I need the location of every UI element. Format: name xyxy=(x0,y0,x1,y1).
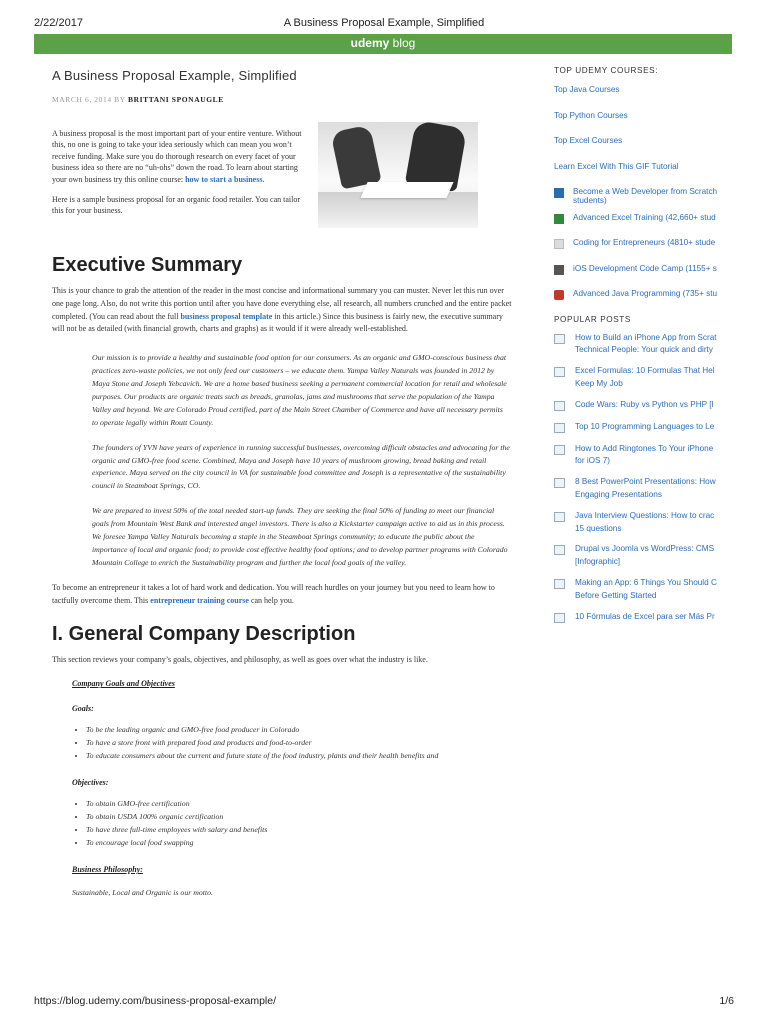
course-thumb-icon xyxy=(554,239,564,249)
excel-icon xyxy=(554,214,564,224)
list-item: • To have three full-time employees with salary and benefits xyxy=(86,823,512,836)
print-header xyxy=(0,14,768,30)
course-thumb-icon xyxy=(554,188,564,198)
course-thumb-icon xyxy=(554,265,564,275)
popular-post-link[interactable]: Java Interview Questions: How to crac 15 questions xyxy=(554,510,734,536)
popular-post-link[interactable]: Excel Formulas: 10 Formulas That Hel Keep My Job xyxy=(554,365,734,391)
post-thumb-icon xyxy=(554,613,565,623)
quote-paragraph: The founders of YVN have years of experience in running successful businesses, overcoming difficult obstacles and advocating for the organic and GMO-free food scene. Combined, Maya and Joseph have 10 years of mushroom growing, bread baking and retail experience. Maya served on the city council in VA for sustainable food committee and Joseph is a representative of the sustainability council in Steamboat Springs, CO. xyxy=(92,442,510,491)
post-title: A Business Proposal Example, Simplified xyxy=(52,68,297,83)
objectives-label: Objectives: xyxy=(72,778,109,788)
list-item: • To obtain USDA 100% organic certification xyxy=(86,810,512,823)
sidebar xyxy=(554,66,734,633)
list-item: • To educate consumers about the current and future state of the food industry, plants and their health benefits and xyxy=(86,749,512,762)
print-url: https://blog.udemy.com/business-proposal-example/ xyxy=(34,995,277,1007)
post-thumb-icon xyxy=(554,334,565,344)
post-thumb-icon xyxy=(554,423,565,433)
udemy-blog-logo[interactable]: udemy blog xyxy=(350,36,416,50)
post-thumb-icon xyxy=(554,545,565,555)
goals-list xyxy=(72,723,512,762)
popular-post-link[interactable]: 10 Fórmulas de Excel para ser Más Pr xyxy=(554,611,734,625)
popular-post-link[interactable]: How to Build an iPhone App from Scrat Technical People: Your quick and dirty xyxy=(554,332,734,358)
entrepreneur-course-link[interactable]: entrepreneur training course xyxy=(150,595,249,605)
udemy-blog-bar[interactable] xyxy=(34,34,732,54)
article xyxy=(52,62,512,897)
post-thumb-icon xyxy=(554,367,565,377)
sidebar-course-link[interactable]: Advanced Excel Training (42,660+ stud xyxy=(554,213,734,239)
motto-text: Sustainable, Local and Organic is our motto. xyxy=(72,888,213,898)
sidebar-course-link[interactable]: Advanced Java Programming (735+ stu xyxy=(554,289,734,315)
popular-post-link[interactable]: Making an App: 6 Things You Should C Before Getting Started xyxy=(554,577,734,603)
post-date: MARCH 6, 2014 BY xyxy=(52,95,128,104)
post-author-link[interactable]: BRITTANI SPONAUGLE xyxy=(127,95,224,104)
intro-paragraph-2: Here is a sample business proposal for an organic food retailer. You can tailor this for your business. xyxy=(52,195,301,216)
print-title: A Business Proposal Example, Simplified xyxy=(283,17,485,29)
quote-paragraph: Our mission is to provide a healthy and sustainable food option for our consumers. As an organic and GMO-conscious business that practices zero-waste policies, we not only feed our customers – we educate them. Yampa Valley Naturals was founded in 2012 by Maya Stone and Joseph Yebcavich. We are a home based business seeking a permanent commercial location for retail and wholesale purposes. Our products are organic treats such as breads, granolas, jams and mushrooms that serve the population of the Yampa Valley and beyond. We are Colorado Proud certified, part of the Main Street Chamber of Commerce and have all necessary permits to operate legally within Routt County. xyxy=(92,353,507,427)
popular-posts-heading: POPULAR POSTS xyxy=(554,314,631,324)
popular-post-link[interactable]: Top 10 Programming Languages to Le xyxy=(554,421,734,435)
post-thumb-icon xyxy=(554,478,565,488)
post-thumb-icon xyxy=(554,401,565,411)
top-courses-heading: TOP UDEMY COURSES: xyxy=(554,66,659,75)
print-page-number: 1/6 xyxy=(719,995,734,1007)
list-item: • To be the leading organic and GMO-free food producer in Colorado xyxy=(86,723,512,736)
popular-post-link[interactable]: Drupal vs Joomla vs WordPress: CMS [Infographic] xyxy=(554,543,734,569)
sidebar-course-link[interactable]: Coding for Entrepreneurs (4810+ stude xyxy=(554,238,734,264)
objectives-list xyxy=(72,797,512,849)
general-company-heading: I. General Company Description xyxy=(52,623,356,646)
executive-summary-text: This is your chance to grab the attention of the reader in the most concise and informational summary you can muster. Never let this run over one page long. Also, do not write this portion until after you have done everything else, all research, all numbers crunched and the entire packet completed. (You can read about the full business proposal template in this article.) Since this business is fairly new, the executive summary will not be as detailed (with financial growth, charts and graphs) as it would if it were already well-established. xyxy=(52,286,512,334)
print-date: 2/22/2017 xyxy=(34,17,83,29)
java-icon xyxy=(554,290,564,300)
sidebar-course-link[interactable]: Learn Excel With This GIF Tutorial xyxy=(554,161,679,171)
sidebar-course-link[interactable]: Top Java Courses xyxy=(554,85,620,94)
post-thumb-icon xyxy=(554,445,565,455)
start-business-link[interactable]: how to start a business. xyxy=(185,174,265,184)
intro-paragraph: A business proposal is the most important part of your entire venture. Without this, no one is going to take your idea seriously which can mean you won’t receive funding. Make sure you do thorough research on every facet of your business idea so there are no “uh-ohs” down the road. To learn about starting your own business try this online course: how to start a business. xyxy=(52,129,302,184)
popular-post-link[interactable]: 8 Best PowerPoint Presentations: How Engaging Presentations xyxy=(554,476,734,502)
entrepreneur-paragraph: To become an entrepreneur it takes a lot of hard work and dedication. You will reach hurdles on your journey but you need to learn how to tactfully overcome them. This entrepreneur training course can help you. xyxy=(52,582,495,605)
sidebar-course-link[interactable]: iOS Development Code Camp (1155+ s xyxy=(554,264,734,290)
popular-post-list xyxy=(554,332,734,625)
general-company-intro: This section reviews your company’s goals, objectives, and philosophy, as well as goes over what the industry is like. xyxy=(52,655,428,665)
list-item: • To obtain GMO-free certification xyxy=(86,797,512,810)
sample-summary-quote xyxy=(92,352,510,570)
list-item: • To have a store front with prepared food and products and food-to-order xyxy=(86,736,512,749)
popular-post-link[interactable]: How to Add Ringtones To Your iPhone for iOS 7) xyxy=(554,443,734,469)
post-thumb-icon xyxy=(554,512,565,522)
intro-section xyxy=(52,128,512,238)
goals-label: Goals: xyxy=(72,704,94,714)
sidebar-course-link[interactable]: Top Excel Courses xyxy=(554,136,623,145)
business-philosophy-heading: Business Philosophy: xyxy=(72,865,143,875)
sidebar-course-link[interactable]: Top Python Courses xyxy=(554,110,628,120)
post-thumb-icon xyxy=(554,579,565,589)
business-photo xyxy=(318,122,478,228)
popular-post-link[interactable]: Code Wars: Ruby vs Python vs PHP [I xyxy=(554,399,734,413)
post-meta xyxy=(52,95,512,104)
sidebar-course-link[interactable]: Become a Web Developer from Scratch students) xyxy=(554,187,734,213)
quote-paragraph: We are prepared to invest 50% of the total needed start-up funds. They are seeking the final 50% of funding to meet our financial goals from Mountain West Bank and interested angel investors. There is also a Kickstarter campaign active to aid us in this process. We foresee Yampa Valley Naturals becoming a staple in the Steamboat Springs community; to educate the public about the importance of local and organic food; to provide cost effective healthy food options; and to develop partner programs with Colorado Mountain College to enrich the Sustainability program and further the local food goals of the valley. xyxy=(92,506,508,567)
proposal-template-link[interactable]: business proposal template xyxy=(180,311,273,321)
print-footer xyxy=(0,992,768,1010)
goals-objectives-heading: Company Goals and Objectives xyxy=(72,679,175,689)
executive-summary-heading: Executive Summary xyxy=(52,254,243,276)
course-list xyxy=(554,85,734,315)
list-item: • To encourage local food swapping xyxy=(86,836,512,849)
